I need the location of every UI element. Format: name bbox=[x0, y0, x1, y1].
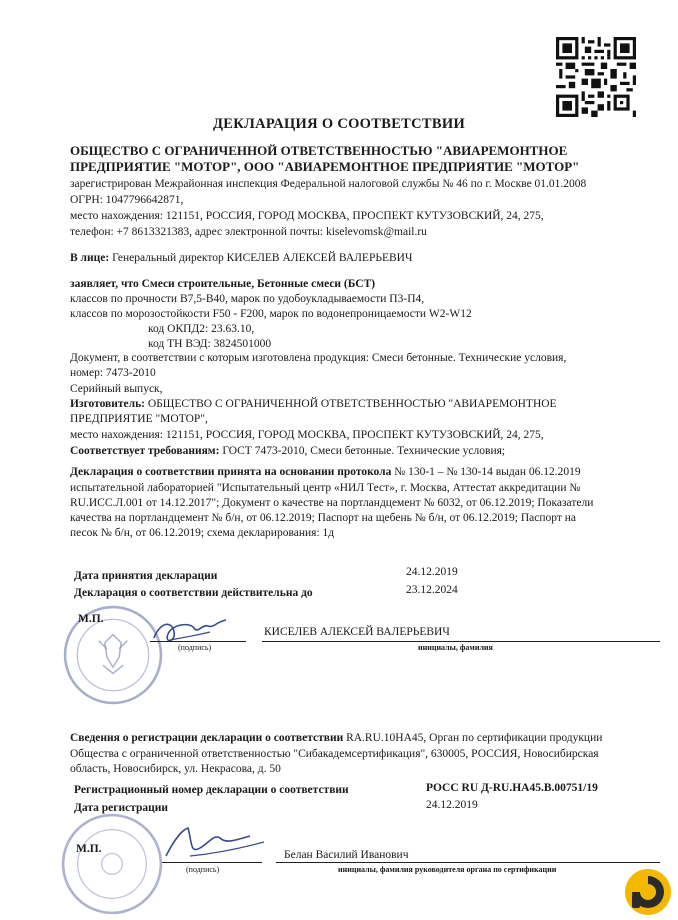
ogrn: ОГРН: 1047796642871, bbox=[70, 194, 184, 206]
registration-number-label: Регистрационный номер декларации о соответствии bbox=[74, 784, 349, 796]
represented-by-text: Генеральный директор КИСЕЛЕВ АЛЕКСЕЙ ВАЛЕРЬЕВИЧ bbox=[109, 252, 413, 264]
certification-stamp-icon bbox=[60, 812, 164, 916]
basis-line-3: качества на портландцемент № б/н, от 06.12.2019; Паспорт на щебень № б/н, от 06.12.2019; Паспорт на bbox=[70, 512, 577, 524]
stamp-place-label-1: М.П. bbox=[78, 613, 104, 625]
signature-caption-2: (подпись) bbox=[186, 865, 220, 874]
accepted-date-value: 24.12.2019 bbox=[406, 566, 458, 578]
registration-line-2: область, Новосибирск, ул. Некрасова, д. 50 bbox=[70, 763, 281, 775]
address: место нахождения: 121151, РОССИЯ, ГОРОД МОСКВА, ПРОСПЕКТ КУТУЗОВСКИЙ, 24, 275, bbox=[70, 210, 544, 222]
document-title: ДЕКЛАРАЦИЯ О СООТВЕТСТВИИ bbox=[212, 116, 466, 132]
manufacturer-text: ОБЩЕСТВО С ОГРАНИЧЕННОЙ ОТВЕТСТВЕННОСТЬЮ "АВИАРЕМОНТНОЕ bbox=[145, 398, 557, 410]
registration-text: RA.RU.10НА45, Орган по сертификации продукции bbox=[343, 732, 603, 744]
serial-production: Серийный выпуск, bbox=[70, 383, 163, 395]
manufacturer-line-2: ПРЕДПРИЯТИЕ "МОТОР", bbox=[70, 413, 208, 425]
basis-label: Декларация о соответствии принята на основании протокола bbox=[70, 466, 392, 478]
basis-line-1: испытательной лабораторией "Испытательный центр «НИЛ Тест», г. Москва, Аттестат аккредитации № bbox=[70, 482, 581, 494]
name-caption-2: инициалы, фамилия руководителя органа по сертификации bbox=[338, 865, 557, 874]
basis-line-4: песок № б/н, от 06.12.2019; схема декларирования: 1д bbox=[70, 527, 335, 539]
basis bbox=[70, 464, 581, 480]
document-number: номер: 7473-2010 bbox=[70, 367, 156, 379]
requirements-text: ГОСТ 7473-2010, Смеси бетонные. Технические условия; bbox=[219, 445, 506, 457]
manufacturer-label: Изготовитель: bbox=[70, 398, 146, 410]
stamp-place-label-2: М.П. bbox=[76, 843, 102, 855]
manufacturer bbox=[70, 396, 557, 412]
name-line-2 bbox=[276, 862, 660, 863]
requirements-label: Соответствует требованиям: bbox=[70, 445, 220, 457]
organization-name-line-2: ПРЕДПРИЯТИЕ "МОТОР", ООО "АВИАРЕМОНТНОЕ ПРЕДПРИЯТИЕ "МОТОР" bbox=[70, 159, 580, 174]
accepted-date-label: Дата принятия декларации bbox=[74, 570, 218, 582]
name-line-1 bbox=[262, 641, 660, 642]
product-class-line-1: классов по прочности B7,5-B40, марок по удобоукладываемости П3-П4, bbox=[70, 293, 425, 305]
basis-text: № 130-1 – № 130-14 выдан 06.12.2019 bbox=[391, 466, 581, 478]
signature-line-1 bbox=[150, 641, 246, 642]
valid-until-label: Декларация о соответствии действительна до bbox=[74, 587, 313, 599]
okpd2-code: код ОКПД2: 23.63.10, bbox=[148, 323, 255, 335]
represented-by bbox=[70, 250, 412, 266]
organization-name-line-1: ОБЩЕСТВО С ОГРАНИЧЕННОЙ ОТВЕТСТВЕННОСТЬЮ "АВИАРЕМОНТНОЕ bbox=[70, 143, 568, 158]
declares-product: заявляет, что Смеси строительные, Бетонные смеси (БСТ) bbox=[70, 278, 376, 290]
registration-info: зарегистрирован Межрайонная инспекция Федеральной налоговой службы № 46 по г. Москве 01.01.2008 bbox=[70, 178, 587, 190]
registration-info-section bbox=[70, 730, 602, 746]
qr-code-icon bbox=[556, 37, 636, 117]
registration-date-value: 24.12.2019 bbox=[426, 799, 478, 811]
registration-date-label: Дата регистрации bbox=[74, 802, 169, 814]
basis-line-2: RU.ИСС.Л.001 от 14.12.2017"; Документ о качестве на портландцемент № 6032, от 06.12.2019; Показатели bbox=[70, 497, 594, 509]
represented-by-label: В лице: bbox=[70, 252, 110, 264]
manufacturer-address: место нахождения: 121151, РОССИЯ, ГОРОД МОСКВА, ПРОСПЕКТ КУТУЗОВСКИЙ, 24, 275, bbox=[70, 429, 544, 441]
contact-info: телефон: +7 8613321383, адрес электронной почты: kiselevomsk@mail.ru bbox=[70, 226, 427, 238]
tnved-code: код ТН ВЭД: 3824501000 bbox=[148, 338, 272, 350]
registration-label: Сведения о регистрации декларации о соответствии bbox=[70, 732, 344, 744]
requirements bbox=[70, 443, 505, 459]
product-class-line-2: классов по морозостойкости F50 - F200, марок по водонепроницаемости W2-W12 bbox=[70, 308, 472, 320]
registration-number-value: РОСС RU Д-RU.НА45.В.00751/19 bbox=[426, 782, 598, 794]
signature-caption-1: (подпись) bbox=[178, 643, 212, 652]
signatory-name-2: Белан Василий Иванович bbox=[284, 849, 409, 861]
name-caption-1: инициалы, фамилия bbox=[418, 643, 493, 652]
signature-line-2 bbox=[162, 862, 262, 863]
document-standard: Документ, в соответствии с которым изготовлена продукция: Смеси бетонные. Технические условия, bbox=[70, 352, 567, 364]
signatory-name-1: КИСЕЛЕВ АЛЕКСЕЙ ВАЛЕРЬЕВИЧ bbox=[264, 626, 450, 638]
registration-line-1: Общества с ограниченной ответственностью "Сибакадемсертификация", 630005, РОССИЯ, Новосибирская bbox=[70, 748, 599, 760]
valid-until-value: 23.12.2024 bbox=[406, 584, 458, 596]
signature-2-icon bbox=[160, 820, 270, 864]
brand-logo-icon bbox=[622, 866, 674, 918]
